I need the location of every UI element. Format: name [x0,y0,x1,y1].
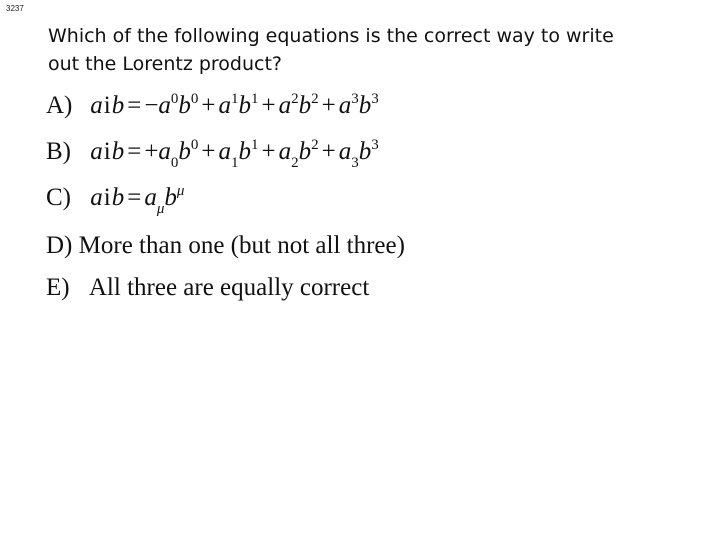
answer-e [46,268,369,308]
slide-number: 3237 [6,4,24,13]
answer-b [46,132,379,172]
answer-letter: C) [46,184,71,211]
answer-a [46,86,379,126]
answer-letter: D) [46,232,73,259]
answer-letter: E) [46,274,70,301]
answer-letter: B) [46,138,71,165]
question-text: Which of the following equations is the correct way to write out the Lorentz product? [48,25,614,75]
equation-b: aib = $+a_0b^0 + a_1b^1 + a_2b^2 + a_3b^3$ [90,137,379,171]
answer-text: More than one (but not all three) [78,232,405,259]
equation-a: aib = $-a^0b^0 + a^1b^1 + a^2b^2 + a^3b^3$ [90,91,379,119]
answer-c [46,178,184,218]
answer-letter: A) [46,92,73,119]
answer-d [46,226,405,266]
equation-c: aib = $a_\mu b^\mu$ [90,183,185,217]
answer-text: All three are equally correct [88,274,370,301]
